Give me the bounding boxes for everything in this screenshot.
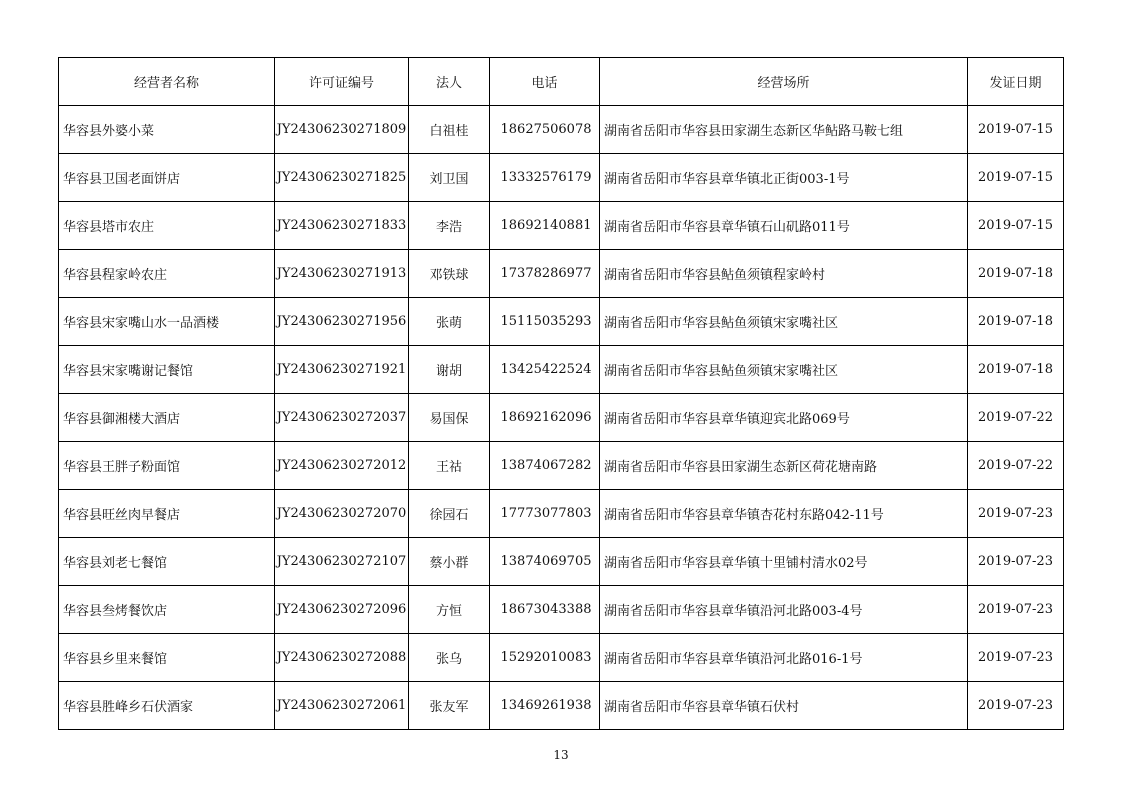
header-issue-date: 发证日期 (968, 58, 1064, 106)
cell-license-number: JY24306230272096 (275, 586, 409, 634)
table-body (59, 106, 1064, 730)
cell-license-number: JY24306230272037 (275, 394, 409, 442)
cell-operator-name: 华容县乡里来餐馆 (59, 634, 275, 682)
cell-legal-person: 白祖桂 (409, 106, 490, 154)
cell-legal-person: 张友军 (409, 682, 490, 730)
table-header-row (59, 58, 1064, 106)
table-row (59, 538, 1064, 586)
cell-issue-date: 2019-07-22 (968, 394, 1064, 442)
cell-business-address: 湖南省岳阳市华容县章华镇杏花村东路042-11号 (600, 490, 968, 538)
cell-license-number: JY24306230271809 (275, 106, 409, 154)
cell-license-number: JY24306230271913 (275, 250, 409, 298)
cell-issue-date: 2019-07-23 (968, 634, 1064, 682)
cell-legal-person: 谢胡 (409, 346, 490, 394)
cell-legal-person: 蔡小群 (409, 538, 490, 586)
cell-license-number: JY24306230271956 (275, 298, 409, 346)
cell-phone: 13469261938 (490, 682, 600, 730)
cell-issue-date: 2019-07-15 (968, 154, 1064, 202)
cell-business-address: 湖南省岳阳市华容县鲇鱼须镇宋家嘴社区 (600, 298, 968, 346)
cell-phone: 18673043388 (490, 586, 600, 634)
cell-issue-date: 2019-07-23 (968, 586, 1064, 634)
table-row (59, 442, 1064, 490)
cell-operator-name: 华容县宋家嘴谢记餐馆 (59, 346, 275, 394)
table-row (59, 682, 1064, 730)
table-row (59, 106, 1064, 154)
header-license-number: 许可证编号 (275, 58, 409, 106)
cell-business-address: 湖南省岳阳市华容县田家湖生态新区荷花塘南路 (600, 442, 968, 490)
cell-legal-person: 方恒 (409, 586, 490, 634)
license-table (58, 57, 1064, 730)
table-row (59, 298, 1064, 346)
cell-license-number: JY24306230272012 (275, 442, 409, 490)
cell-legal-person: 李浩 (409, 202, 490, 250)
cell-legal-person: 刘卫国 (409, 154, 490, 202)
cell-license-number: JY24306230272107 (275, 538, 409, 586)
cell-issue-date: 2019-07-15 (968, 106, 1064, 154)
cell-phone: 18692162096 (490, 394, 600, 442)
cell-business-address: 湖南省岳阳市华容县鲇鱼须镇程家岭村 (600, 250, 968, 298)
table-row (59, 250, 1064, 298)
cell-issue-date: 2019-07-18 (968, 298, 1064, 346)
cell-issue-date: 2019-07-23 (968, 490, 1064, 538)
header-legal-person: 法人 (409, 58, 490, 106)
cell-phone: 13874069705 (490, 538, 600, 586)
cell-business-address: 湖南省岳阳市华容县章华镇北正街003-1号 (600, 154, 968, 202)
cell-business-address: 湖南省岳阳市华容县田家湖生态新区华鲇路马鞍七组 (600, 106, 968, 154)
cell-operator-name: 华容县叁烤餐饮店 (59, 586, 275, 634)
cell-legal-person: 邓铁球 (409, 250, 490, 298)
table-row (59, 394, 1064, 442)
cell-legal-person: 王祜 (409, 442, 490, 490)
cell-phone: 15292010083 (490, 634, 600, 682)
cell-phone: 18627506078 (490, 106, 600, 154)
cell-operator-name: 华容县御湘楼大酒店 (59, 394, 275, 442)
cell-business-address: 湖南省岳阳市华容县章华镇沿河北路016-1号 (600, 634, 968, 682)
cell-legal-person: 徐园石 (409, 490, 490, 538)
cell-legal-person: 张乌 (409, 634, 490, 682)
table-row (59, 346, 1064, 394)
cell-phone: 13874067282 (490, 442, 600, 490)
table-row (59, 490, 1064, 538)
cell-license-number: JY24306230271921 (275, 346, 409, 394)
cell-phone: 15115035293 (490, 298, 600, 346)
cell-operator-name: 华容县宋家嘴山水一品酒楼 (59, 298, 275, 346)
cell-business-address: 湖南省岳阳市华容县鲇鱼须镇宋家嘴社区 (600, 346, 968, 394)
cell-business-address: 湖南省岳阳市华容县章华镇沿河北路003-4号 (600, 586, 968, 634)
cell-license-number: JY24306230272088 (275, 634, 409, 682)
table-row (59, 586, 1064, 634)
header-phone: 电话 (490, 58, 600, 106)
cell-issue-date: 2019-07-23 (968, 682, 1064, 730)
cell-operator-name: 华容县程家岭农庄 (59, 250, 275, 298)
cell-license-number: JY24306230272070 (275, 490, 409, 538)
cell-operator-name: 华容县卫国老面饼店 (59, 154, 275, 202)
cell-operator-name: 华容县王胖子粉面馆 (59, 442, 275, 490)
cell-legal-person: 张萌 (409, 298, 490, 346)
cell-operator-name: 华容县胜峰乡石伏酒家 (59, 682, 275, 730)
table-row (59, 154, 1064, 202)
cell-operator-name: 华容县塔市农庄 (59, 202, 275, 250)
cell-business-address: 湖南省岳阳市华容县章华镇石伏村 (600, 682, 968, 730)
cell-operator-name: 华容县旺丝肉早餐店 (59, 490, 275, 538)
cell-phone: 18692140881 (490, 202, 600, 250)
cell-operator-name: 华容县外婆小菜 (59, 106, 275, 154)
cell-license-number: JY24306230271833 (275, 202, 409, 250)
cell-issue-date: 2019-07-18 (968, 346, 1064, 394)
table-row (59, 634, 1064, 682)
cell-business-address: 湖南省岳阳市华容县章华镇迎宾北路069号 (600, 394, 968, 442)
cell-phone: 17773077803 (490, 490, 600, 538)
cell-phone: 13425422524 (490, 346, 600, 394)
header-business-address: 经营场所 (600, 58, 968, 106)
cell-phone: 13332576179 (490, 154, 600, 202)
table-row (59, 202, 1064, 250)
header-operator-name: 经营者名称 (59, 58, 275, 106)
cell-business-address: 湖南省岳阳市华容县章华镇石山矶路011号 (600, 202, 968, 250)
cell-business-address: 湖南省岳阳市华容县章华镇十里铺村清水02号 (600, 538, 968, 586)
cell-phone: 17378286977 (490, 250, 600, 298)
cell-issue-date: 2019-07-22 (968, 442, 1064, 490)
cell-issue-date: 2019-07-23 (968, 538, 1064, 586)
cell-operator-name: 华容县刘老七餐馆 (59, 538, 275, 586)
page-number: 13 (553, 748, 569, 762)
cell-legal-person: 易国保 (409, 394, 490, 442)
cell-license-number: JY24306230272061 (275, 682, 409, 730)
cell-issue-date: 2019-07-15 (968, 202, 1064, 250)
cell-issue-date: 2019-07-18 (968, 250, 1064, 298)
cell-license-number: JY24306230271825 (275, 154, 409, 202)
